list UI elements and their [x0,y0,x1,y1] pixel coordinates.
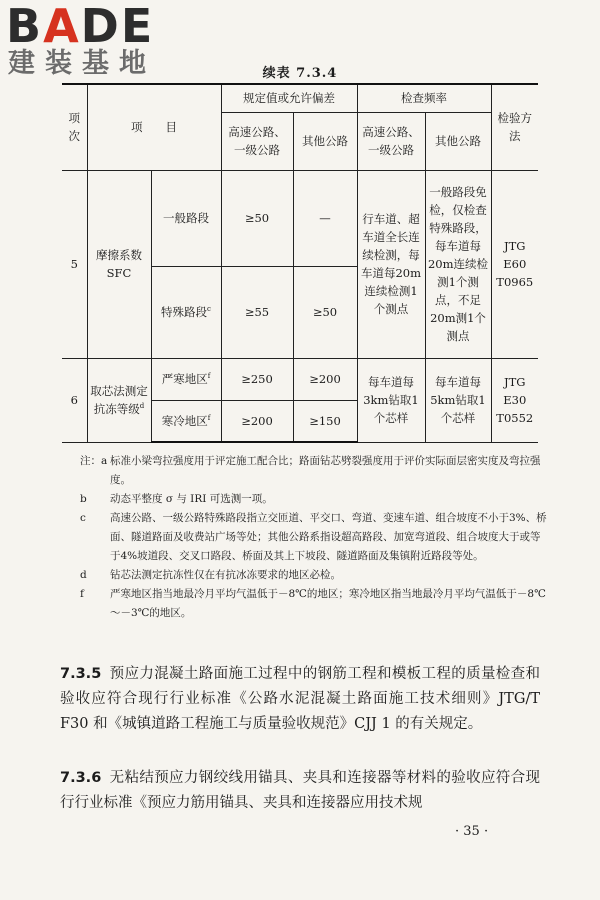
spec-table [62,83,538,443]
table-title: 续表 7.3.4 [262,66,338,81]
table-row [62,170,538,266]
row5-no: 5 [62,170,87,358]
row6-other-freq: 每车道每5km钻取1个芯样 [425,358,491,442]
row5-sub2-other-tol: ≥50 [293,266,357,358]
note-item: d 钻芯法测定抗冻性仅在有抗冰冻要求的地区必检。 [80,569,341,581]
header-item: 项 目 [87,84,221,170]
paragraph-7-3-5: 7.3.5 预应力混凝土路面施工过程中的钢筋工程和模板工程的质量检查和验收应符合现行行业标准《公路水泥混凝土路面施工技术细则》JTG/T F30 和《城镇道路工程施工与质量验收规范》CJJ 1 的有关规定。 [60,666,540,732]
row5-sub2-label: 特殊路段$^c$ [151,266,221,358]
page-number: · 35 · [455,824,489,839]
row5-item: 摩擦系数SFC [87,170,151,358]
row5-sub1-hw-tol: ≥50 [221,170,293,266]
row5-sub1-other-tol: — [293,170,357,266]
row5-hw-freq: 行车道、超车道全长连续检测，每车道每20m连续检测1个测点 [357,170,425,358]
header-other-tol: 其他公路 [293,112,357,170]
header-other-freq: 其他公路 [425,112,491,170]
row6-sub1-hw-tol: ≥250 [221,358,293,400]
header-highway-freq: 高速公路、一级公路 [357,112,425,170]
table-notes [80,452,550,623]
note-item: 注：a 标准小梁弯拉强度用于评定施工配合比；路面钻芯劈裂强度用于评价实际面层密实度及弯拉强度。 [80,455,541,486]
row6-sub1-label: 严寒地区$^f$ [151,358,221,400]
note-item: b 动态平整度 σ 与 IRI 可选测一项。 [80,493,273,505]
note-item: c 高速公路、一级公路特殊路段指立交匝道、平交口、弯道、变速车道、组合坡度不小于3%、桥面、隧道路面及收费站广场等处；其他公路系指设超高路段、加宽弯道段、组合坡度大于或等于4%坡道段、交叉口路段、桥面及其上下坡段、隧道路面及集镇附近路段等处。 [80,512,547,562]
logo-wordmark: BADE [6,0,155,53]
row5-sub2-hw-tol: ≥55 [221,266,293,358]
row6-sub2-hw-tol: ≥200 [221,400,293,442]
row6-item: 取芯法测定抗冻等级$^d$ [87,358,151,442]
row6-sub2-label: 寒冷地区$^f$ [151,400,221,442]
row6-sub1-other-tol: ≥200 [293,358,357,400]
table-row [62,358,538,400]
row6-method: JTG E30 T0552 [491,358,538,442]
header-highway-tol: 高速公路、一级公路 [221,112,293,170]
header-method: 检验方法 [491,84,538,170]
row6-hw-freq: 每车道每3km钻取1个芯样 [357,358,425,442]
paragraph-7-3-6: 7.3.6 无粘结预应力钢绞线用锚具、夹具和连接器等材料的验收应符合现行行业标准《预应力筋用锚具、夹具和连接器应用技术规 [60,770,540,811]
header-frequency: 检查频率 [357,84,491,112]
note-item: f 严寒地区指当地最冷月平均气温低于－8℃的地区；寒冷地区指当地最冷月平均气温低于－8℃～－3℃的地区。 [80,588,546,619]
header-tolerance: 规定值或允许偏差 [221,84,357,112]
table-header-row [62,84,538,112]
row6-no: 6 [62,358,87,442]
logo-subtitle: 建装基地 [8,48,156,79]
header-no: 项次 [62,84,87,170]
row6-sub2-other-tol: ≥150 [293,400,357,442]
row5-sub1-label: 一般路段 [151,170,221,266]
row5-other-freq: 一般路段免检，仅检查特殊路段，每车道每20m连续检测1个测点，不足20m测1个测点 [425,170,491,358]
row5-method: JTG E60 T0965 [491,170,538,358]
